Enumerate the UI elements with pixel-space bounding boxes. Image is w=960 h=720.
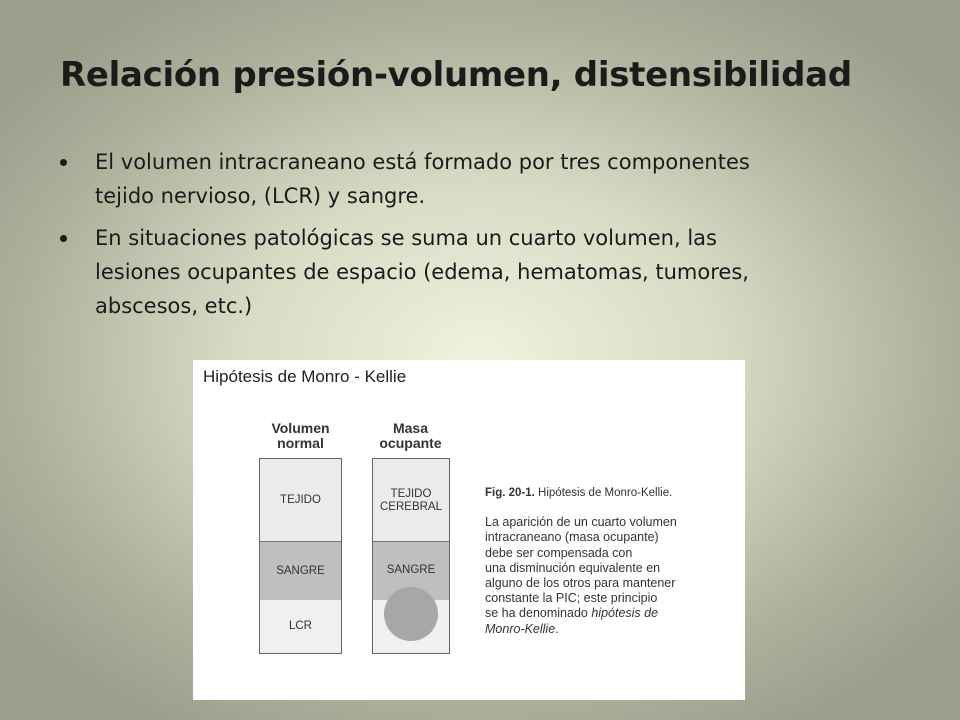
bullet-text-line: El volumen intracraneano está formado por tres componentes [95, 150, 750, 174]
caption-line: alguno de los otros para mantener [485, 576, 676, 591]
bullet-text-line: En situaciones patológicas se suma un cuarto volumen, las [95, 226, 717, 250]
mass-occupant-heading: Masa ocupante [379, 420, 442, 451]
sangre-segment: SANGRE [260, 541, 341, 601]
caption-heading: Fig. 20-1. Hipótesis de Monro-Kellie. [485, 487, 673, 499]
caption-line: se ha denominado hipótesis de [485, 606, 659, 621]
caption-line: Monro-Kellie. [485, 621, 559, 636]
tejido-cerebral-segment: TEJIDO CEREBRAL [373, 459, 449, 542]
occupying-mass-circle [384, 587, 438, 641]
bullet-item [58, 221, 918, 323]
figure-caption [485, 486, 735, 637]
bullet-list [58, 145, 918, 331]
caption-line: una disminución equivalente en [485, 560, 661, 575]
slide-title: Relación presión-volumen, distensibilidad [60, 55, 852, 95]
lcr-segment: LCR [260, 600, 341, 653]
figure-title: Hipótesis de Monro - Kellie [203, 367, 407, 386]
normal-volume-heading: Volumen normal [271, 420, 330, 451]
tejido-segment: TEJIDO [260, 459, 341, 542]
monro-kellie-figure [193, 360, 745, 700]
bullet-text-line: abscesos, etc.) [95, 294, 253, 318]
caption-line: constante la PIC; este principio [485, 591, 658, 606]
bullet-item [58, 145, 918, 213]
bullet-text-line: lesiones ocupantes de espacio (edema, hematomas, tumores, [95, 260, 749, 284]
sangre-segment: SANGRE [373, 541, 449, 601]
bullet-dot-icon [60, 159, 67, 166]
bullet-dot-icon [60, 235, 67, 242]
bullet-text-line: tejido nervioso, (LCR) y sangre. [95, 184, 426, 208]
caption-line: intracraneano (masa ocupante) [485, 530, 659, 545]
normal-volume-column [259, 458, 342, 654]
caption-line: debe ser compensada con [485, 545, 633, 560]
caption-line: La aparición de un cuarto volumen [485, 515, 677, 530]
mass-occupant-column [372, 458, 450, 654]
